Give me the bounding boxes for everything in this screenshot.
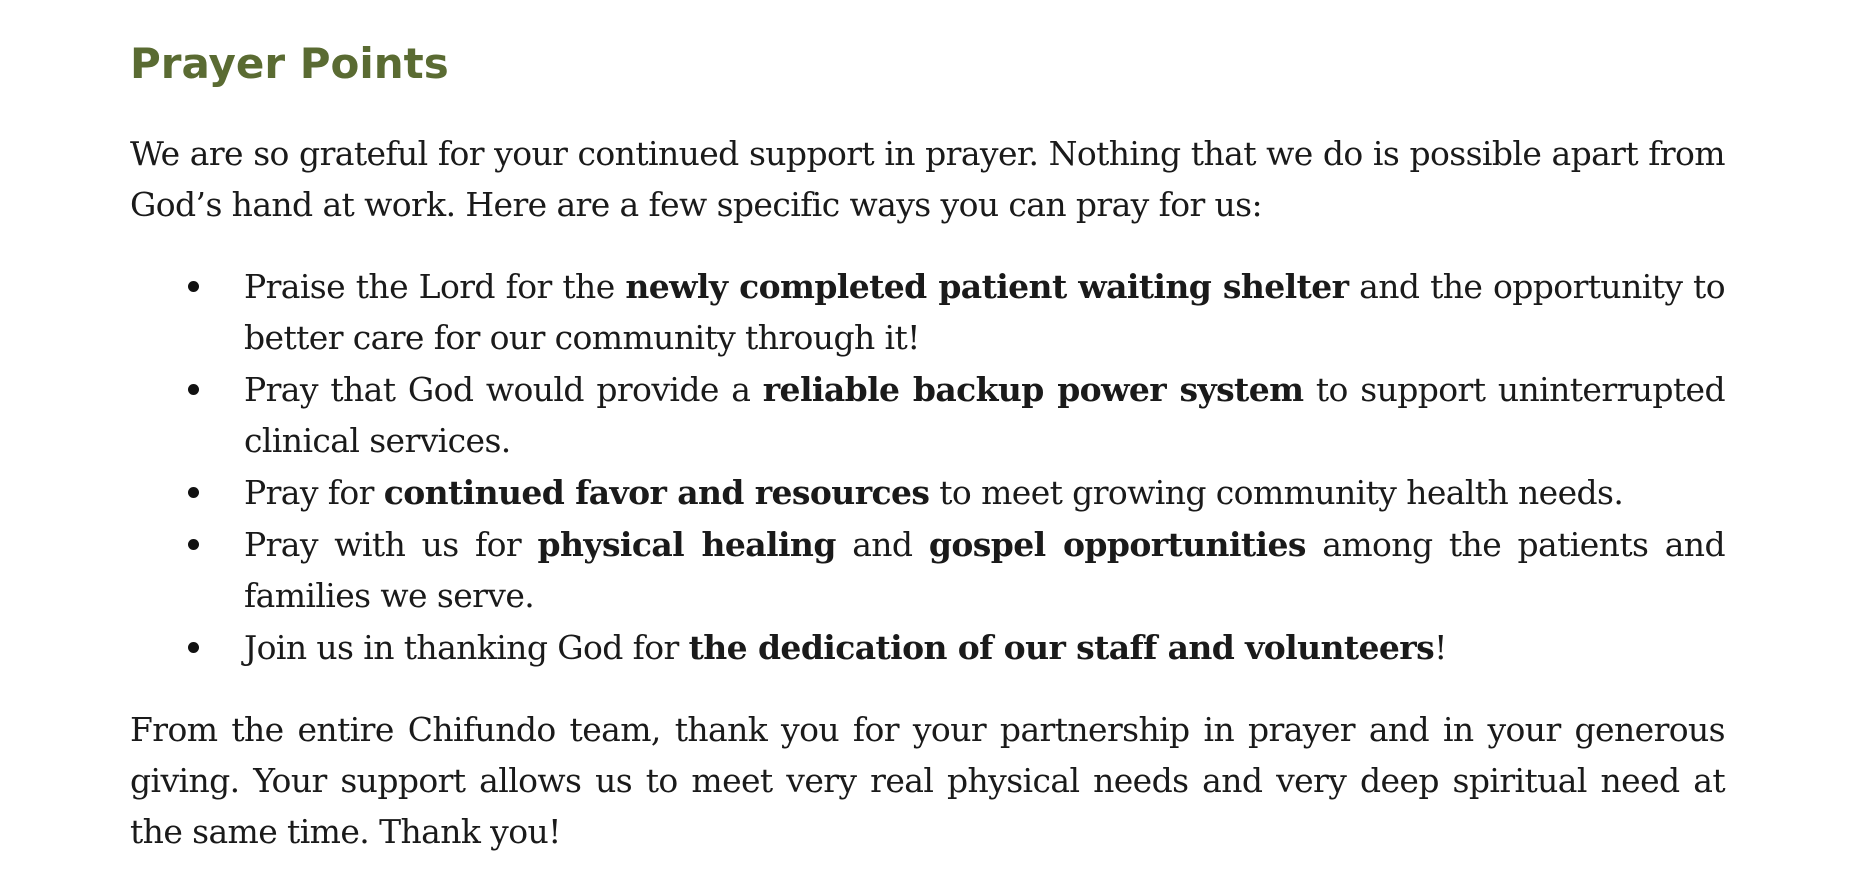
item-text: !: [1434, 628, 1447, 667]
item-text: to support uninterrupted clinical services.: [244, 370, 1725, 460]
item-text: Pray that God would provide a: [244, 370, 763, 409]
closing-paragraph: From the entire Chifundo team, thank you for your partnership in prayer and in your generous giving. Your support allows us to meet very real physical needs and very deep spiritual need at the same time. Thank you!: [130, 710, 1725, 851]
bullet-icon: [188, 539, 199, 550]
bullet-icon: [188, 642, 199, 653]
list-item: [130, 622, 1725, 673]
item-text: Join us in thanking God for: [244, 628, 689, 667]
bullet-icon: [188, 384, 199, 395]
list-item: [130, 519, 1725, 621]
prayer-points-list: [130, 261, 1725, 673]
document-page: [130, 36, 1725, 857]
item-text: and the opportunity to better care for our community through it!: [244, 267, 1725, 357]
item-text: and: [835, 525, 929, 564]
item-text: Praise the Lord for the: [244, 267, 626, 306]
item-bold-text: reliable backup power system: [762, 370, 1304, 409]
item-text: to meet growing community health needs.: [929, 473, 1624, 512]
list-item: [130, 467, 1725, 518]
list-item: [130, 261, 1725, 363]
bullet-icon: [188, 281, 199, 292]
item-bold-text: newly completed patient waiting shelter: [625, 267, 1349, 306]
page-title: Prayer Points: [130, 39, 449, 88]
item-text: Pray for: [244, 473, 384, 512]
item-bold-text: continued favor and resources: [383, 473, 930, 512]
intro-paragraph: We are so grateful for your continued support in prayer. Nothing that we do is possible apart from God’s hand at work. Here are a few specific ways you can pray for us:: [130, 134, 1725, 224]
bullet-icon: [188, 487, 199, 498]
item-bold-text: gospel opportunities: [928, 525, 1306, 564]
item-bold-text: physical healing: [537, 525, 836, 564]
item-text: among the patients and families we serve.: [244, 525, 1725, 615]
item-text: Pray with us for: [244, 525, 538, 564]
list-item: [130, 364, 1725, 466]
item-bold-text: the dedication of our staff and volunteers: [688, 628, 1435, 667]
